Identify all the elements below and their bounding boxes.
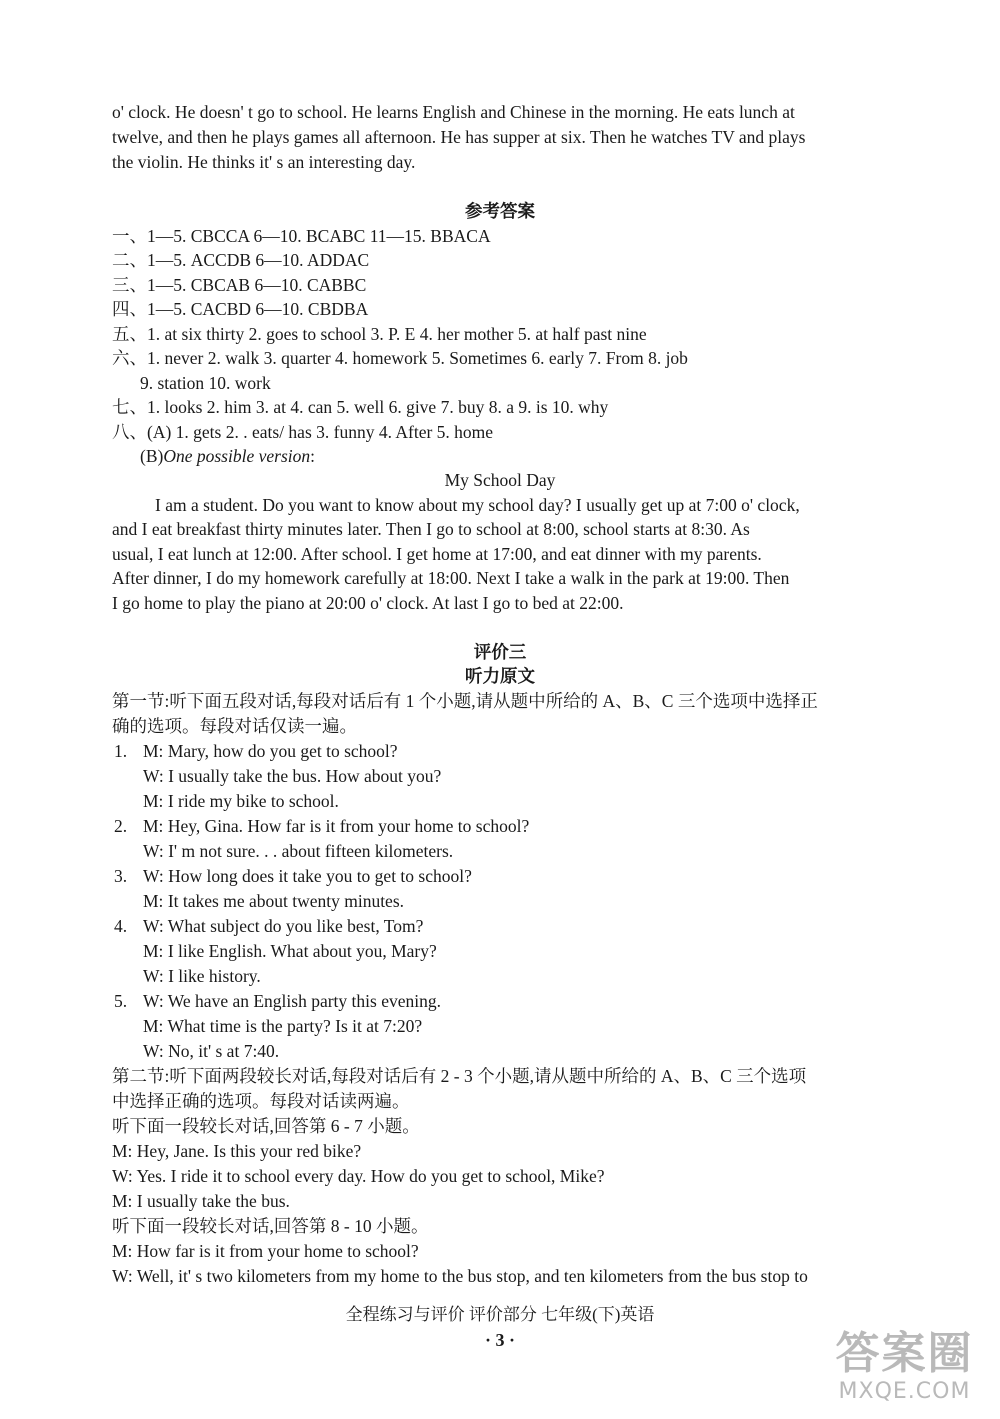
part2-intro-line: 中选择正确的选项。每段对话读两遍。 <box>112 1091 410 1111</box>
dialogue-number: 3. <box>114 866 128 886</box>
speaker: M: <box>143 816 164 836</box>
speaker: W: <box>143 1041 164 1061</box>
long-dialogue-intro: 听下面一段较长对话,回答第 8 - 10 小题。 <box>112 1216 429 1236</box>
answer-line: 二、1—5. ACCDB 6—10. ADDAC <box>112 250 370 270</box>
dialogue-line <box>143 1014 422 1038</box>
utterance: I' m not sure. . . about fifteen kilometers. <box>168 841 454 861</box>
utterance: It takes me about twenty minutes. <box>167 891 405 911</box>
speaker: M: <box>143 941 164 961</box>
utterance: Mary, how do you get to school? <box>167 741 398 761</box>
long-dialogue-intro: 听下面一段较长对话,回答第 6 - 7 小题。 <box>112 1116 420 1136</box>
utterance: I ride my bike to school. <box>167 791 339 811</box>
paragraph-line: o' clock. He doesn' t go to school. He learns English and Chinese in the morning. He eats lunch at <box>112 102 795 122</box>
speaker: W: <box>143 841 164 861</box>
utterance: I like English. What about you, Mary? <box>167 941 437 961</box>
dialogue-line <box>143 764 441 788</box>
answer-line: 三、1—5. CBCAB 6—10. CABBC <box>112 275 367 295</box>
utterance: I usually take the bus. How about you? <box>168 766 442 786</box>
version-italic: One possible version <box>163 446 311 466</box>
dialogue-number: 4. <box>114 916 128 936</box>
utterance: We have an English party this evening. <box>167 991 441 1011</box>
speaker: W: <box>143 966 164 986</box>
dialogue-number: 2. <box>114 816 128 836</box>
utterance: Hey, Gina. How far is it from your home to school? <box>167 816 530 836</box>
answer-line: 八、(A) 1. gets 2. . eats/ has 3. funny 4. After 5. home <box>112 422 494 442</box>
part1-intro-line: 第一节:听下面五段对话,每段对话后有 1 个小题,请从题中所给的 A、B、C 三个选项中选择正 <box>112 691 818 711</box>
watermark-sub-text: MXQE.COM <box>838 1379 971 1404</box>
speaker: M: <box>143 741 164 761</box>
dialogue-line <box>143 789 339 813</box>
dialogue-line <box>143 914 423 938</box>
answer-line: 六、1. never 2. walk 3. quarter 4. homework 5. Sometimes 6. early 7. From 8. job <box>112 348 688 368</box>
dialogue-line <box>143 1039 279 1063</box>
long-dialogue-line: W: Well, it' s two kilometers from my home to the bus stop, and ten kilometers from the bus stop to <box>112 1266 808 1286</box>
utterance: No, it' s at 7:40. <box>168 1041 280 1061</box>
long-dialogue-line: M: I usually take the bus. <box>112 1191 290 1211</box>
page-number: · 3 · <box>484 1330 515 1350</box>
essay-title: My School Day <box>444 470 556 490</box>
speaker: M: <box>143 791 164 811</box>
dialogue-line <box>143 989 441 1013</box>
version-letter: (B) <box>140 446 164 466</box>
long-dialogue-line: W: Yes. I ride it to school every day. How do you get to school, Mike? <box>112 1166 605 1186</box>
dialogue-line <box>143 939 437 963</box>
answer-line: 四、1—5. CACBD 6—10. CBDBA <box>112 299 369 319</box>
essay-line: I am a student. Do you want to know about my school day? I usually get up at 7:00 o' clock, <box>155 495 800 515</box>
long-dialogue-line: M: How far is it from your home to school? <box>112 1241 419 1261</box>
speaker: M: <box>143 1016 164 1036</box>
answer-line: 9. station 10. work <box>140 373 271 393</box>
speaker: W: <box>143 766 164 786</box>
part2-intro-line: 第二节:听下面两段较长对话,每段对话后有 2 - 3 个小题,请从题中所给的 A、B、C 三个选项 <box>112 1066 807 1086</box>
watermark-main-text: 答案圈 <box>835 1328 974 1379</box>
dialogue-line <box>143 839 453 863</box>
essay-line: usual, I eat lunch at 12:00. After school. I get home at 17:00, and eat dinner with my parents. <box>112 544 762 564</box>
paragraph-line: the violin. He thinks it' s an interesting day. <box>112 152 416 172</box>
section-title: 评价三 <box>473 642 527 662</box>
speaker: W: <box>143 916 164 936</box>
utterance: How long does it take you to get to school? <box>168 866 472 886</box>
utterance: I like history. <box>168 966 261 986</box>
dialogue-number: 5. <box>114 991 128 1011</box>
answer-line: 一、1—5. CBCCA 6—10. BCABC 11—15. BBACA <box>112 226 491 246</box>
dialogue-line <box>143 964 261 988</box>
dialogue-line <box>143 864 472 888</box>
version-label <box>140 444 315 468</box>
watermark-logo <box>822 1328 987 1413</box>
speaker: M: <box>143 891 164 911</box>
version-colon: : <box>310 446 315 466</box>
dialogue-number: 1. <box>114 741 128 761</box>
dialogue-line <box>143 814 529 838</box>
dialogue-line <box>143 739 398 763</box>
essay-line: After dinner, I do my homework carefully at 18:00. Next I take a walk in the park at 19:00. Then <box>112 568 790 588</box>
long-dialogue-line: M: Hey, Jane. Is this your red bike? <box>112 1141 362 1161</box>
utterance: What subject do you like best, Tom? <box>167 916 424 936</box>
speaker: W: <box>143 866 164 886</box>
part1-intro-line: 确的选项。每段对话仅读一遍。 <box>112 716 357 736</box>
answer-line: 七、1. looks 2. him 3. at 4. can 5. well 6. give 7. buy 8. a 9. is 10. why <box>112 397 609 417</box>
speaker: W: <box>143 991 164 1011</box>
page-footer: 全程练习与评价 评价部分 七年级(下)英语 <box>345 1305 655 1324</box>
answers-title: 参考答案 <box>465 201 535 221</box>
answer-line: 五、1. at six thirty 2. goes to school 3. P. E 4. her mother 5. at half past nine <box>112 324 647 344</box>
utterance: What time is the party? Is it at 7:20? <box>167 1016 423 1036</box>
section-subtitle: 听力原文 <box>465 666 535 686</box>
dialogue-line <box>143 889 404 913</box>
essay-line: I go home to play the piano at 20:00 o' clock. At last I go to bed at 22:00. <box>112 593 624 613</box>
paragraph-line: twelve, and then he plays games all afternoon. He has supper at six. Then he watches TV and plays <box>112 127 806 147</box>
essay-line: and I eat breakfast thirty minutes later. Then I go to school at 8:00, school starts at 8:30. As <box>112 519 750 539</box>
